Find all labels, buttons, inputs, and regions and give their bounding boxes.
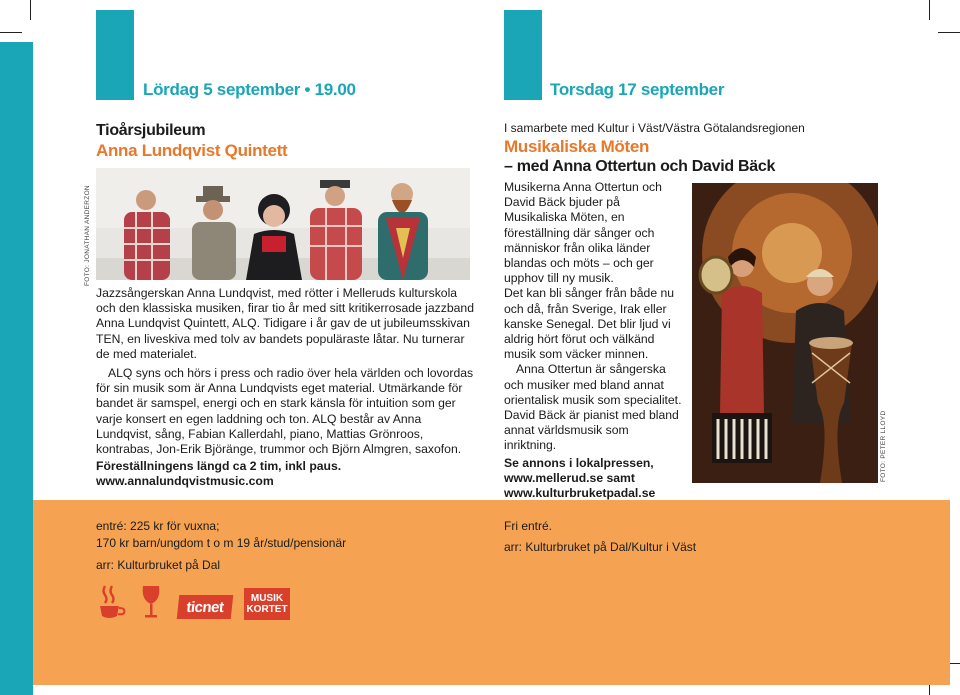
band-right-text	[504, 518, 884, 556]
left-teal-block	[96, 10, 134, 100]
left-date-heading: Lördag 5 september • 19.00	[143, 80, 356, 99]
duo-photo	[692, 183, 878, 483]
coffee-cup-icon	[97, 584, 127, 620]
band-left-text	[96, 518, 476, 574]
right-promo-1: Se annons i lokalpressen,	[504, 455, 654, 470]
musikkortet-logo-line2: KORTET	[246, 604, 288, 615]
right-title-line2: – med Anna Ottertun och David Bäck	[504, 158, 776, 175]
band-right-line2: arr: Kulturbruket på Dal/Kultur i Väst	[504, 540, 697, 554]
left-website[interactable]: www.annalundqvistmusic.com	[96, 474, 274, 489]
band-right-line1: Fri entré.	[504, 519, 553, 533]
left-paragraph-2: ALQ syns och hörs i press och radio över hela världen och lovordas för sin musik som är Anna Lundqvists eget material. Utmärkande för bandet är samspel, energi och en stark känsla för intuition som ger varje konsert en egen laddning och ton. ALQ består av Anna Lundqvist, sång, Fabian Kallerdahl, piano, Mattias Grönroos, kontrabas, Jon-Erik Björänge, trummor och Björn Almgren, saxofon.	[96, 366, 474, 457]
right-paragraph-3: Anna Ottertun är sångerska och musiker med bland annat orientalisk musik som specialitet. David Bäck är pianist med bland annat världsmusik som inriktning.	[504, 362, 682, 453]
right-body	[504, 180, 684, 516]
crop-mark	[929, 0, 930, 20]
right-title	[504, 121, 904, 176]
crop-mark	[30, 0, 31, 20]
crop-mark	[938, 32, 960, 33]
right-promo-2[interactable]: www.mellerud.se samt	[504, 470, 635, 485]
left-title	[96, 122, 476, 161]
right-paragraph-1: Musikerna Anna Ottertun och David Bäck bjuder på Musikaliska Möten, en föreställning där sånger och människor från olika länder blandas och möts – och ger upphov till ny musik.	[504, 180, 662, 286]
right-promo-3[interactable]: www.kulturbruketpadal.se	[504, 486, 656, 501]
duo-photo-illustration	[692, 183, 878, 483]
left-length-note: Föreställningens längd ca 2 tim, inkl paus.	[96, 459, 342, 474]
left-title-line1: Tioårsjubileum	[96, 122, 206, 139]
musikkortet-logo-line1: MUSIK	[250, 593, 284, 604]
crop-mark	[0, 32, 22, 33]
right-collab-line: I samarbete med Kultur i Väst/Västra Götalandsregionen	[504, 121, 805, 135]
left-title-line2: Anna Lundqvist Quintett	[96, 141, 288, 160]
ticnet-logo-text: ticnet	[185, 598, 225, 616]
right-teal-block	[504, 10, 542, 100]
band-photo	[96, 168, 470, 280]
band-left-line2: 170 kr barn/ungdom t o m 19 år/stud/pensionär	[96, 536, 347, 550]
right-date-heading: Torsdag 17 september	[550, 80, 725, 99]
right-paragraph-2: Det kan bli sånger från både nu och då, från Sverige, Irak eller kanske Senegal. Det blir ljud vi aldrig hört förut och välkänd musik som väcker minnen.	[504, 286, 675, 362]
left-photo-credit: FOTO: JONATHAN ANDERZON	[84, 185, 91, 286]
band-photo-illustration	[96, 168, 470, 280]
left-paragraph-1: Jazzsångerskan Anna Lundqvist, med rötter i Melleruds kulturskola och den klassiska musiken, firar tio år med sitt kritikerrosade jazzband Anna Lundqvist Quintett, ALQ. Tidigare i år gav de ut jubileumsskivan TEN, en liveskiva med tolv av bandets populäraste låtar. Nu turnerar de med materialet.	[96, 286, 474, 361]
left-edge-strip	[0, 42, 33, 695]
musikkortet-logo	[244, 588, 290, 620]
left-body	[96, 286, 474, 490]
band-left-line3: arr: Kulturbruket på Dal	[96, 558, 221, 572]
right-title-line1: Musikaliska Möten	[504, 137, 650, 156]
wine-glass-icon	[140, 584, 162, 620]
ticnet-logo	[177, 595, 234, 619]
band-left-line1: entré: 225 kr för vuxna;	[96, 519, 220, 533]
right-photo-credit: FOTO: PETER LLOYD	[880, 410, 887, 482]
